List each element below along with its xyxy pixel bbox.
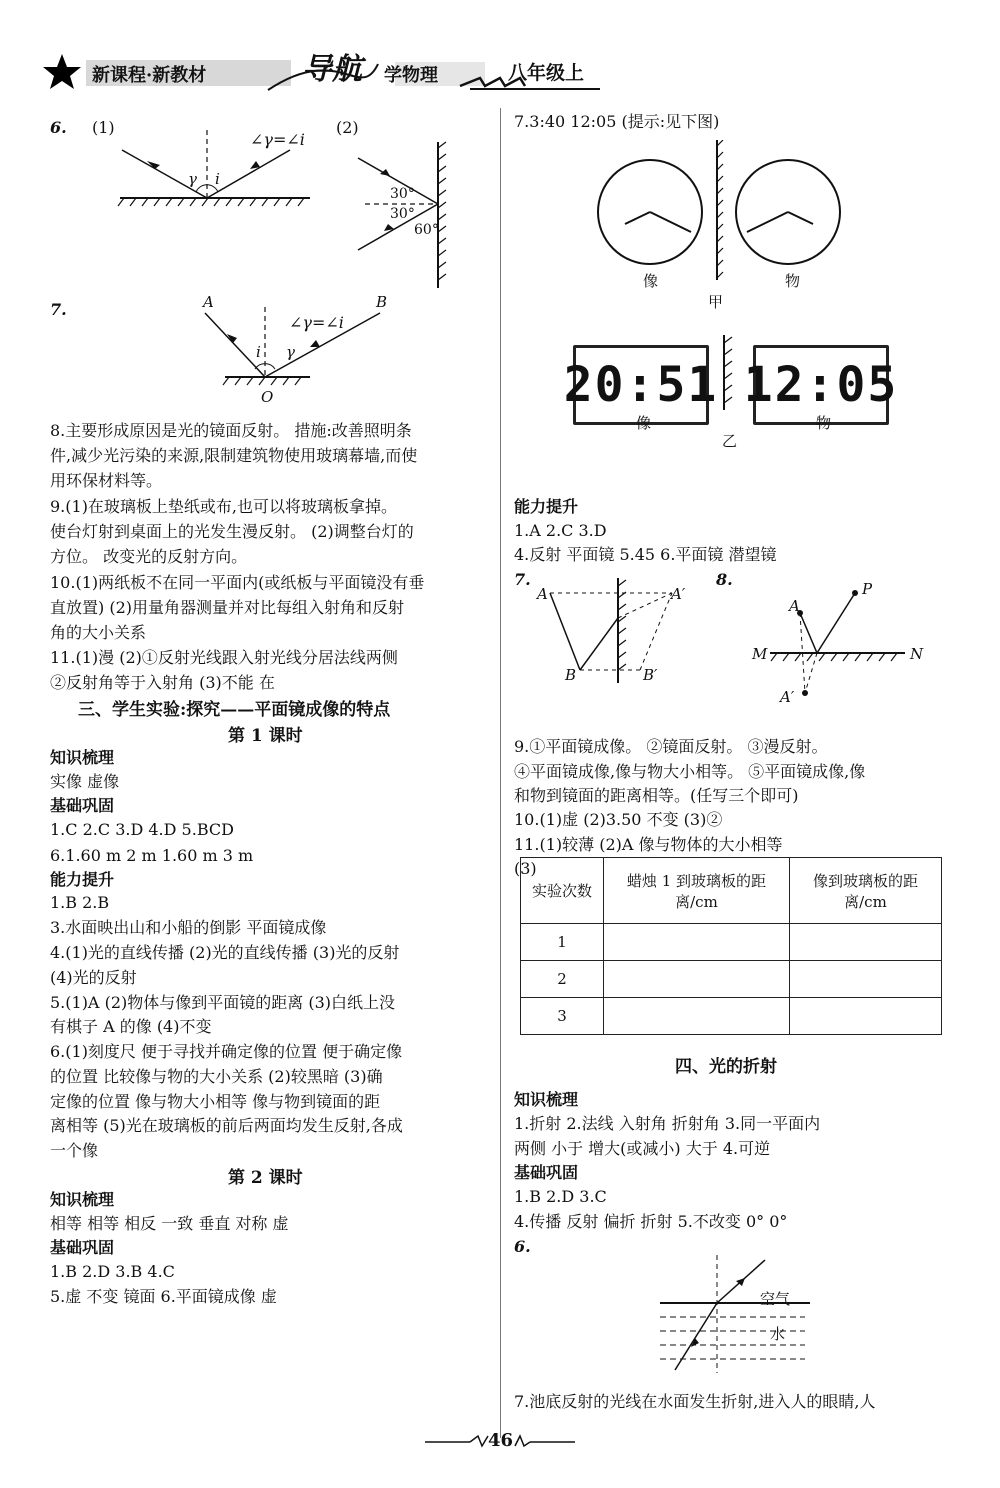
q7b-label-A2: A′ <box>671 585 686 603</box>
table-cell-trial: 3 <box>521 998 604 1035</box>
l1-line-9: (4)光的反射 <box>50 968 137 987</box>
r-q7b-number: 7. <box>514 570 531 589</box>
left-line-3: 9.(1)在玻璃板上垫纸或布,也可以将玻璃板拿掉。 <box>50 497 398 516</box>
q6-part2-label: (2) <box>336 118 359 137</box>
q6-angle-60: 60° <box>414 222 439 238</box>
table-cell-trial: 2 <box>521 961 604 998</box>
r-line-2: 和物到镜面的距离相等。(任写三个即可) <box>514 786 799 805</box>
table-row <box>521 961 942 998</box>
r-line-4: 11.(1)较薄 (2)A 像与物体的大小相等 <box>514 835 783 854</box>
table-header-image: 像到玻璃板的距离/cm <box>789 858 941 924</box>
table-cell-trial: 1 <box>521 924 604 961</box>
q8-label-M: M <box>752 645 768 663</box>
q6-gamma-1: γ <box>188 170 197 188</box>
r-q7-head: 7.3:40 12:05 (提示:见下图) <box>514 112 720 131</box>
star-icon <box>43 54 81 89</box>
l1-line-1: 实像 虚像 <box>50 772 120 791</box>
s4-line-6: 6. <box>514 1237 531 1256</box>
q8-label-N: N <box>910 645 924 663</box>
r-line-0: 9.①平面镜成像。 ②镜面反射。 ③漫反射。 <box>514 737 828 756</box>
l2-line-1: 相等 相等 相反 一致 垂直 对称 虚 <box>50 1214 289 1233</box>
l2-line-3: 1.B 2.D 3.B 4.C <box>50 1262 175 1281</box>
q8-label-A: A <box>789 597 800 615</box>
r-line-3: 10.(1)虚 (2)3.50 不变 (3)② <box>514 810 723 829</box>
l1-line-2: 基础巩固 <box>50 796 115 815</box>
q7-label-i: i <box>256 343 261 361</box>
q8-label-A2: A′ <box>780 688 795 706</box>
left-line-2: 用环保材料等。 <box>50 471 163 490</box>
r-ability-1: 1.A 2.C 3.D <box>514 521 607 540</box>
r-q8-number: 8. <box>716 570 733 589</box>
section4-title: 四、光的折射 <box>675 1057 777 1077</box>
header-grade: 八年级上 <box>508 62 585 84</box>
r-line-1: ④平面镜成像,像与物大小相等。 ⑤平面镜成像,像 <box>514 762 866 781</box>
l1-line-7: 3.水面映出山和小船的倒影 平面镜成像 <box>50 918 327 937</box>
l2-line-0: 知识梳理 <box>50 1190 115 1209</box>
q7-label-O: O <box>261 388 274 406</box>
left-line-8: 角的大小关系 <box>50 623 147 642</box>
s4-line-5: 4.传播 反射 偏折 折射 5.不改变 0° 0° <box>514 1212 788 1231</box>
s4-line-4: 1.B 2.D 3.C <box>514 1187 607 1206</box>
analog-clocks-figure <box>595 140 845 290</box>
q8-label-P: P <box>862 580 873 598</box>
l1-line-12: 6.(1)刻度尺 便于寻找并确定像的位置 便于确定像 <box>50 1042 403 1061</box>
q6-i-1: i <box>215 170 220 188</box>
refraction-figure <box>655 1255 815 1375</box>
l1-line-0: 知识梳理 <box>50 748 115 767</box>
q6-angle-30-top: 30° <box>390 186 415 202</box>
l2-line-4: 5.虚 不变 镜面 6.平面镜成像 虚 <box>50 1287 277 1306</box>
q7-angle-eq: ∠γ=∠i <box>289 313 344 332</box>
header-series: 新课程·新教材 <box>92 65 207 86</box>
left-line-5: 方位。 改变光的反射方向。 <box>50 547 248 566</box>
table-header-candle: 蜡烛 1 到玻璃板的距离/cm <box>604 858 790 924</box>
q6-angle-eq-1: ∠γ=∠i <box>250 130 305 149</box>
digital-image-label: 像 <box>636 414 652 432</box>
column-divider <box>500 108 501 1438</box>
clock-image-label: 像 <box>643 272 659 290</box>
digital-clock-image: 20:51 <box>573 345 709 425</box>
r-last-line: 7.池底反射的光线在水面发生折射,进入人的眼睛,人 <box>514 1392 876 1411</box>
l1-line-5: 能力提升 <box>50 870 115 889</box>
l1-line-13: 的位置 比较像与物的大小关系 (2)较黑暗 (3)确 <box>50 1067 383 1086</box>
s4-line-1: 1.折射 2.法线 入射角 折射角 3.同一平面内 <box>514 1114 821 1133</box>
q7b-label-B2: B′ <box>643 666 658 684</box>
label-air: 空气 <box>760 1290 791 1308</box>
page-header <box>40 52 600 90</box>
q7-number: 7. <box>50 300 67 319</box>
r-ability-2: 4.反射 平面镜 5.45 6.平面镜 潜望镜 <box>514 545 777 564</box>
section3-title: 三、学生实验:探究——平面镜成像的特点 <box>78 700 391 720</box>
header-subject: 学物理 <box>384 65 438 86</box>
q7b-label-B: B <box>565 666 577 684</box>
lesson1-title: 第 1 课时 <box>228 726 303 746</box>
table-row <box>521 998 942 1035</box>
l1-line-4: 6.1.60 m 2 m 1.60 m 3 m <box>50 846 254 865</box>
l1-line-14: 定像的位置 像与物大小相等 像与物到镜面的距 <box>50 1092 381 1111</box>
figure-yi-label: 乙 <box>722 432 738 450</box>
l2-line-2: 基础巩固 <box>50 1238 115 1257</box>
q7b-label-A: A <box>537 585 548 603</box>
left-line-1: 件,减少光污染的来源,限制建筑物使用玻璃幕墙,而使 <box>50 446 418 465</box>
l1-line-3: 1.C 2.C 3.D 4.D 5.BCD <box>50 820 234 839</box>
s4-line-2: 两侧 小于 增大(或减小) 大于 4.可逆 <box>514 1139 771 1158</box>
q7-label-A: A <box>203 293 214 311</box>
left-line-6: 10.(1)两纸板不在同一平面内(或纸板与平面镜没有垂 <box>50 573 425 592</box>
table-row <box>521 924 942 961</box>
l1-line-11: 有棋子 A 的像 (4)不变 <box>50 1017 212 1036</box>
left-line-4: 使台灯射到桌面上的光发生漫反射。 (2)调整台灯的 <box>50 522 414 541</box>
q7-label-B: B <box>376 293 388 311</box>
table-header-trial: 实验次数 <box>521 858 604 924</box>
figure-jia-label: 甲 <box>708 293 724 311</box>
l1-line-15: 离相等 (5)光在玻璃板的前后两面均发生反射,各成 <box>50 1116 403 1135</box>
left-line-0: 8.主要形成原因是光的镜面反射。 措施:改善照明条 <box>50 421 412 440</box>
q6-part1-label: (1) <box>92 118 115 137</box>
q8-figure <box>755 578 915 708</box>
mirror-yi <box>718 335 742 410</box>
r-ability-0: 能力提升 <box>514 497 579 516</box>
q7-label-gamma: γ <box>286 343 295 361</box>
digital-object-label: 物 <box>816 414 832 432</box>
q6-angle-30-bottom: 30° <box>390 206 415 222</box>
digital-clock-object: 12:05 <box>753 345 889 425</box>
l1-line-10: 5.(1)A (2)物体与像到平面镜的距离 (3)白纸上没 <box>50 993 395 1012</box>
l1-line-6: 1.B 2.B <box>50 893 110 912</box>
clock-object-label: 物 <box>785 272 801 290</box>
header-brand: 导航 <box>302 52 362 87</box>
page-number: 46 <box>488 1430 514 1451</box>
left-line-9: 11.(1)漫 (2)①反射光线跟入射光线分居法线两侧 <box>50 648 398 667</box>
s4-line-0: 知识梳理 <box>514 1090 579 1109</box>
r-line-5: (3) <box>514 859 537 878</box>
s4-line-3: 基础巩固 <box>514 1163 579 1182</box>
l1-line-8: 4.(1)光的直线传播 (2)光的直线传播 (3)光的反射 <box>50 943 400 962</box>
q6-number: 6. <box>50 118 67 137</box>
lesson2-title: 第 2 课时 <box>228 1168 303 1188</box>
left-line-7: 直放置) (2)用量角器测量并对比每组入射角和反射 <box>50 598 404 617</box>
q6-figure-1 <box>110 125 350 215</box>
label-water: 水 <box>770 1325 786 1343</box>
left-line-10: ②反射角等于入射角 (3)不能 在 <box>50 673 275 692</box>
experiment-table <box>520 857 942 1035</box>
l1-line-16: 一个像 <box>50 1141 99 1160</box>
